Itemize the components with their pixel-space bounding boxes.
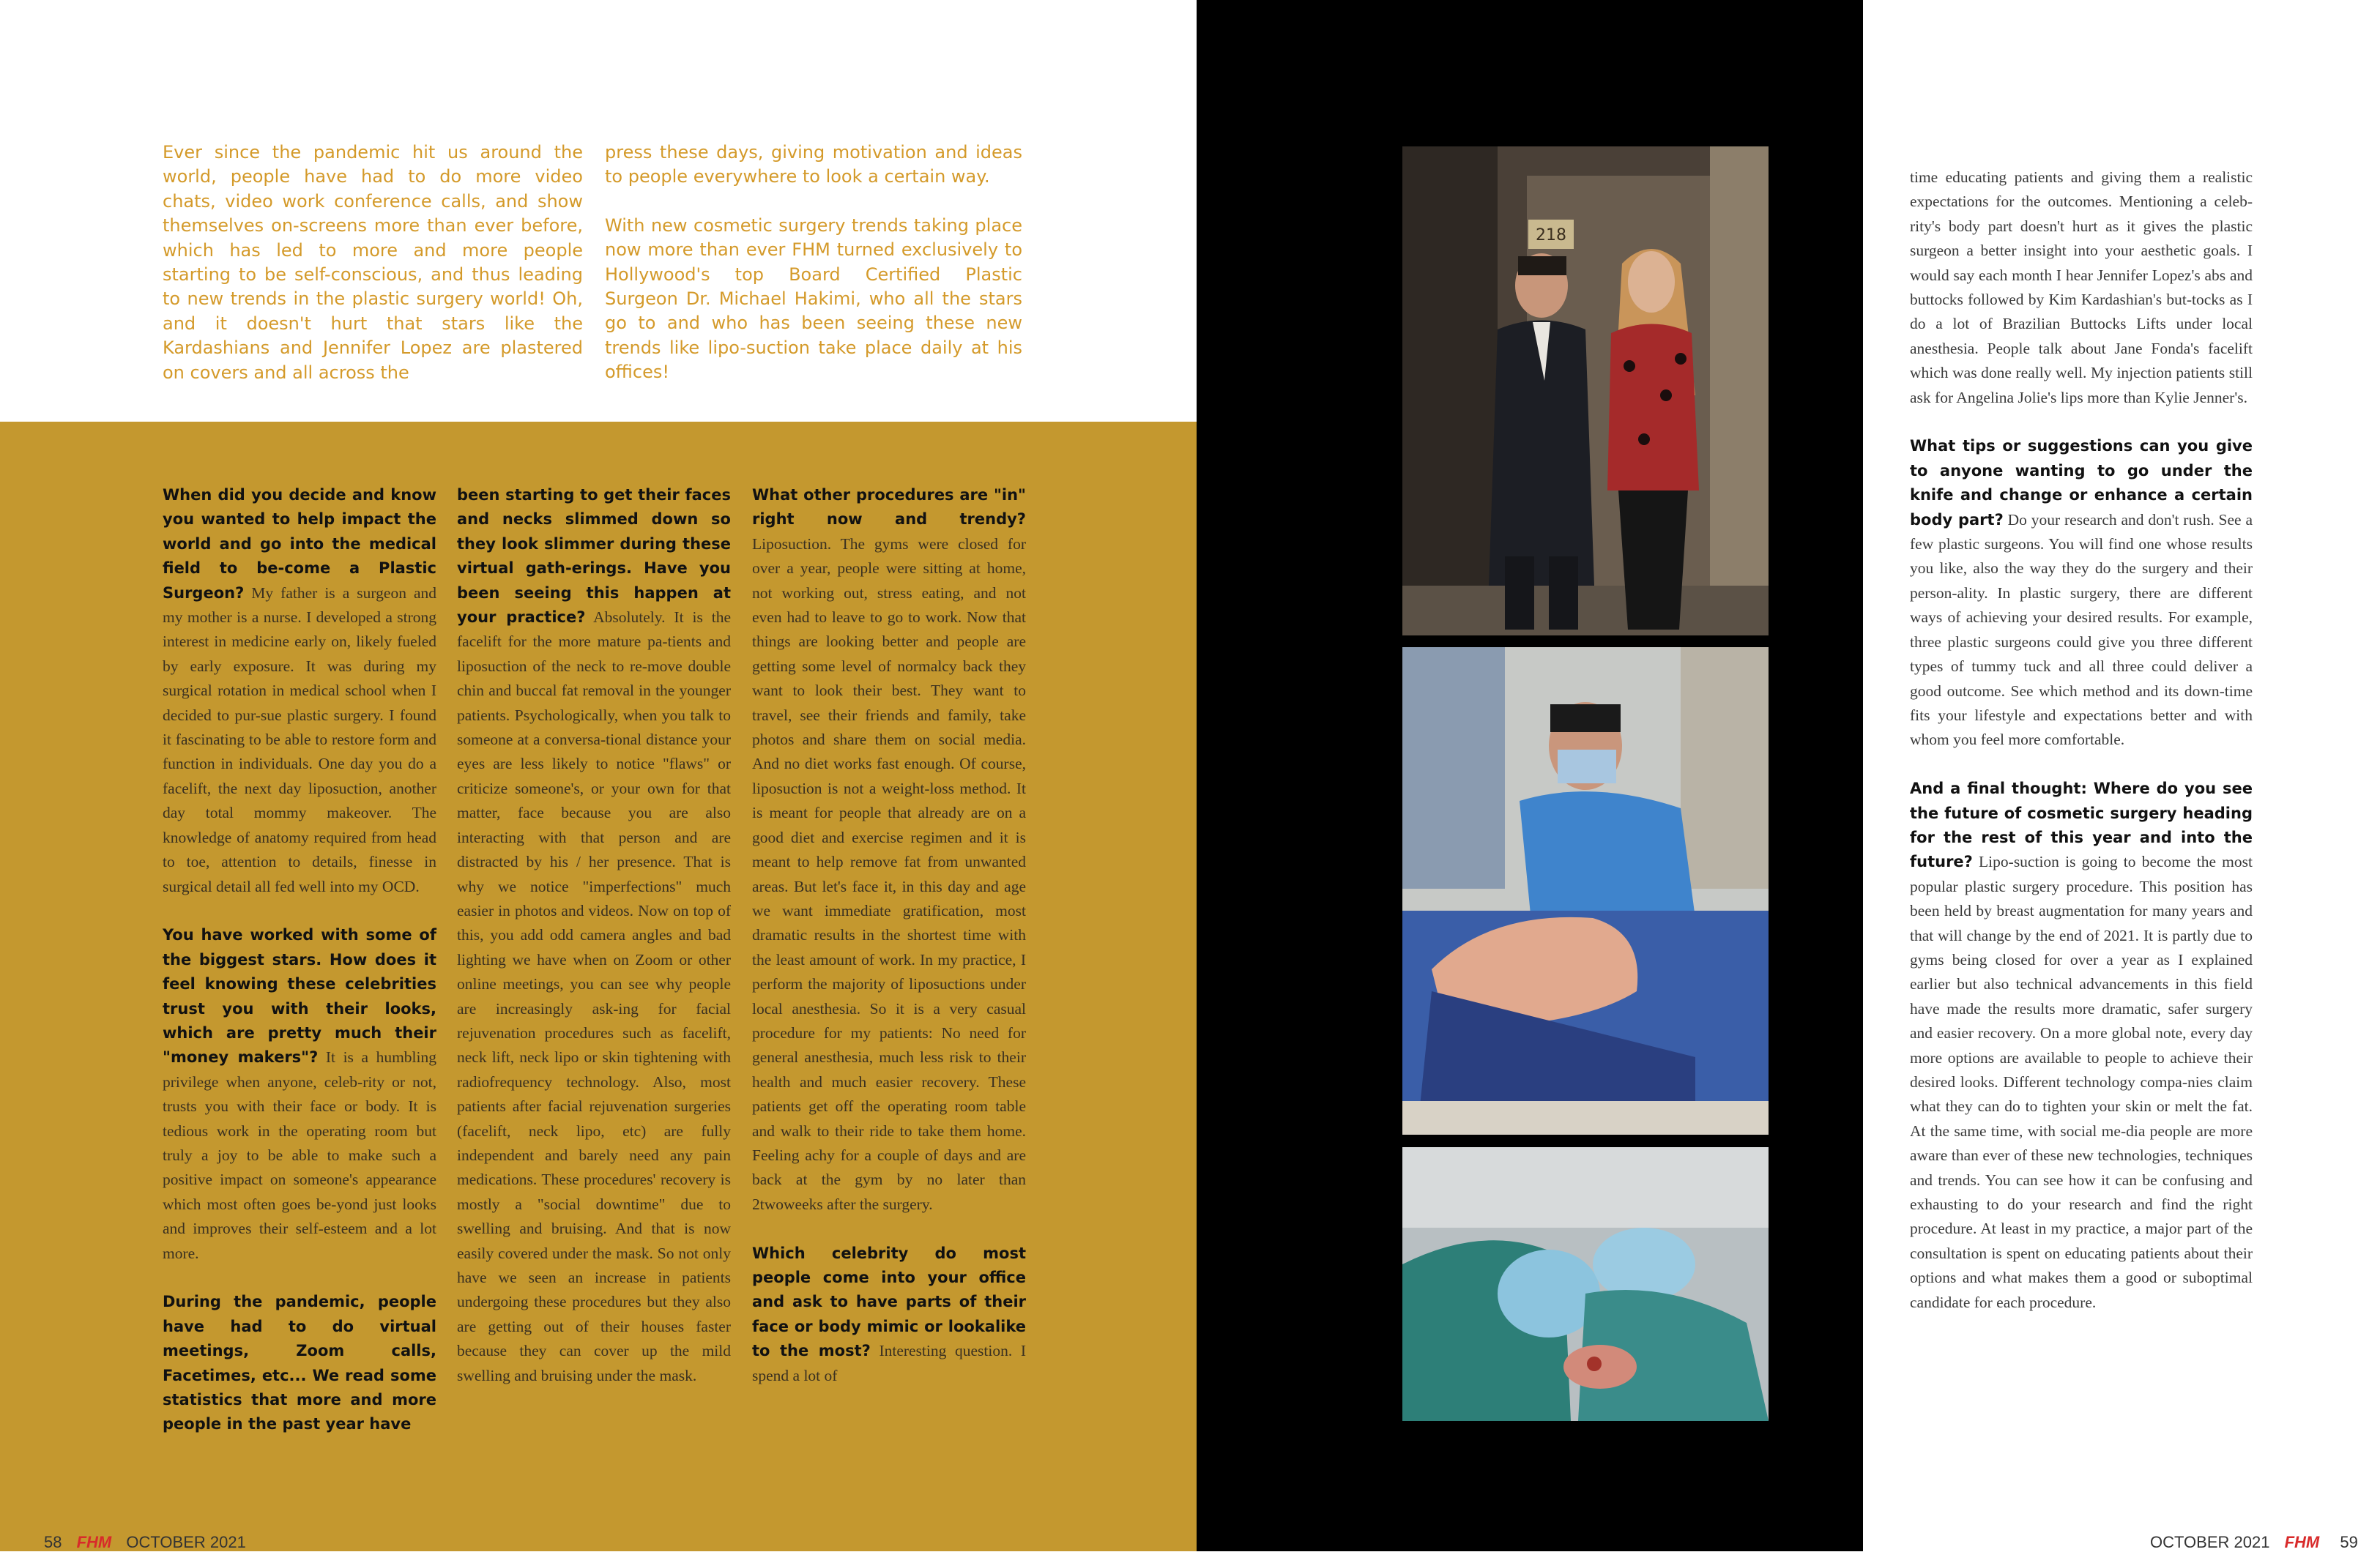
photo-doctor-with-guest-illustration (1402, 146, 1769, 635)
photo-surgeon-with-patient-illustration (1402, 647, 1769, 1135)
intro-paragraph-1: Ever since the pandemic hit us around the world, people have had to do more video chats, video work conference calls, and show themselves on-screens more than ever before, which has led to more and more people starting to be self-conscious, and thus leading to new trends in the plastic surgery world! Oh, and it doesn't hurt that stars like the Kardashians and Jennifer Lopez are plastered on covers and all across the (163, 142, 583, 383)
article-column-2 (457, 483, 731, 1412)
question-2: You have worked with some of the biggest stars. How does it feel knowing these celebrities trust you with their looks, which are pretty much their "money makers"? (163, 926, 436, 1067)
qa-block-3 (163, 1290, 436, 1436)
fhm-logo-right: FHM (2284, 1533, 2320, 1551)
answer-7: Lipo-suction is going to become the most popular plastic surgery procedure. This position has been held by breast augmentation for many years and that will change by the end of 2021. It is partly due to gyms being closed for over a year as I explained earlier but also technical advancements in this field have made the results more dramatic, safer surgery and easier recovery. On a more global note, every day more options are available to people to achieve their desired looks. Different technology compa-nies claim what they can do to tighten your skin or melt the fat. At the same time, with social me-dia people are more aware than ever of these new technologies, techniques and trends. You can see how it can be confusing and exhausting to do your research and find the right procedure. At least in my practice, a major part of the consultation is spent on educating patients about their options and what makes them a good or suboptimal candidate for each procedure. (1910, 853, 2253, 1311)
article-column-1 (163, 483, 436, 1461)
door-number-sign: 218 (1536, 226, 1566, 245)
answer-5-continued: time educating patients and giving them a realistic expectations for the outcomes. Mentioning a celeb-rity's body part doesn't hurt as it gives the plastic surgeon a better insight into your aesthetic goals. I would say each month I hear Jennifer Lopez's abs and buttocks followed by Kim Kardashian's but-tocks as I do a lot of Brazilian Buttocks Lifts under local anesthesia. People talk about Jane Fonda's facelift which was done really well. My injection patients still ask for Angelina Jolie's lips more than Kylie Jenner's. (1910, 168, 2253, 406)
footer-right (2150, 1533, 2358, 1552)
question-5: Which celebrity do most people come into your office and ask to have parts of their face or body mimic or lookalike to the most? (752, 1244, 1026, 1360)
article-column-3 (752, 483, 1026, 1412)
page-number-left: 58 (44, 1533, 62, 1551)
fhm-logo-left: FHM (76, 1533, 112, 1551)
footer-left (44, 1533, 246, 1552)
answer-1: My father is a surgeon and my mother is a nurse. I developed a strong interest in medicine early on, likely fueled by early exposure. It was during my surgical rotation in medical school when I decided to pur-sue plastic surgery. I found it fascinating to be able to restore form and function in individuals. One day you do a facelift, the next day liposuction, another day total mommy makeover. The knowledge of anatomy required from head to toe, attention to details, finesse in surgical detail all fed well into my OCD. (163, 583, 437, 895)
issue-date-left: OCTOBER 2021 (126, 1533, 246, 1551)
photo-doctor-with-guest (1402, 146, 1769, 635)
photo-surgical-procedure-illustration (1402, 1147, 1769, 1421)
qa-block-3-continued (457, 483, 731, 1388)
question-1: When did you decide and know you wanted to help impact the world and go into the medical field to be-come a Plastic Surgeon? (163, 486, 436, 602)
answer-5: Interesting question. I spend a lot of (752, 1342, 1026, 1384)
answer-4: Liposuction. The gyms were closed for over a year, people were sitting at home, not working out, stress eating, and not even had to leave to go to work. Now that things are looking better and people are getting some level of normalcy back they want to look their best. They want to travel, see their friends and family, take photos and share them on social media. And no diet works fast enough. Of course, liposuction is not a weight-loss method. It is meant for people that already are on a good diet and exercise regimen and it is meant to help remove fat from unwanted areas. But let's face it, in this day and age we want immediate gratification, most dramatic results in the shortest time with the least amount of work. In my practice, I perform the majority of liposuctions under local anesthesia. So it is a very casual procedure for my patients: No need for general anesthesia, much less risk to their health and much easier recovery. These patients get off the operating room table and walk to their ride to take them home. Feeling achy for a couple of days and are back at the gym by no later than 2twoweeks after the surgery. (752, 534, 1026, 1213)
qa-block-1 (163, 483, 436, 899)
intro-column-2 (605, 141, 1022, 409)
qa-block-7 (1910, 777, 2253, 1315)
photo-surgeon-with-patient (1402, 647, 1769, 1135)
question-4: What other procedures are "in" right now and trendy? (752, 486, 1026, 529)
issue-date-right: OCTOBER 2021 (2150, 1533, 2270, 1551)
article-column-right (1910, 165, 2253, 1339)
qa-block-5 (752, 1242, 1026, 1388)
qa-block-6 (1910, 434, 2253, 752)
photo-surgical-procedure (1402, 1147, 1769, 1421)
answer-3: Absolutely. It is the facelift for the more mature pa-tients and liposuction of the neck to re-move double chin and buccal fat removal in the younger patients. Psychologically, when you talk to someone at a conversa-tional distance your eyes are less likely to notice "flaws" or criticize someone's, or your own for that matter, face because you are also interacting with that person and are distracted by his / her presence. That is why we notice "imperfections" much easier in photos and videos. Now on top of this, you add odd camera angles and bad lighting we have when on Zoom or other online meetings, you can see why people are increasingly ask-ing for facial rejuvenation procedures such as facelift, neck lift, neck lipo or skin tightening with radiofrequency technology. Also, most patients after facial rejuvenation surgeries (facelift, neck lipo, etc) are fully independent and barely need any pain medications. These procedures' recovery is mostly a "social downtime" due to swelling and bruising. And that is now easily covered under the mask. So not only have we seen an increase in patients undergoing these procedures but they also are getting out of their houses faster because they can cover up the mild swelling and bruising under the mask. (457, 608, 731, 1384)
question-3-continued: been starting to get their faces and necks slimmed down so they look slimmer during these virtual gath-erings. Have you been seeing this happen at your practice? (457, 486, 731, 627)
qa-block-2 (163, 923, 436, 1266)
answer-6: Do your research and don't rush. See a few plastic surgeons. You will find one whose results you like, also the way they do the surgery and their person-ality. In plastic surgery, there are different ways of achieving your desired results. For example, three plastic surgeons could give you three different types of tummy tuck and all three could deliver a good outcome. See which method and its down-time fits your lifestyle and expectations better and with whom you feel more comfortable. (1910, 510, 2253, 749)
qa-block-4 (752, 483, 1026, 1217)
question-6: What tips or suggestions can you give to anyone wanting to go under the knife and change or enhance a certain body part? (1910, 437, 2253, 529)
intro-paragraph-3: With new cosmetic surgery trends taking place now more than ever FHM turned exclusively to Hollywood's top Board Certified Plastic Surgeon Dr. Michael Hakimi, who all the stars go to and who has been seeing these new trends like lipo-suction take place daily at his offices! (605, 214, 1022, 383)
question-7: And a final thought: Where do you see the future of cosmetic surgery heading for the rest of this year and into the future? (1910, 780, 2253, 871)
answer-2: It is a humbling privilege when anyone, celeb-rity or not, trusts you with their face or body. It is tedious work in the operating room but truly a joy to be able to make such a positive impact on someone's appearance which most often goes be-yond just looks and improves their self-esteem and a lot more. (163, 1048, 436, 1262)
question-3: During the pandemic, people have had to do virtual meetings, Zoom calls, Facetimes, etc... We read some statistics that more and more people in the past year have (163, 1293, 436, 1433)
page-number-right: 59 (2340, 1533, 2358, 1551)
intro-column-1 (163, 141, 583, 409)
intro-paragraph-2: press these days, giving motivation and ideas to people everywhere to look a certain way. (605, 142, 1022, 187)
